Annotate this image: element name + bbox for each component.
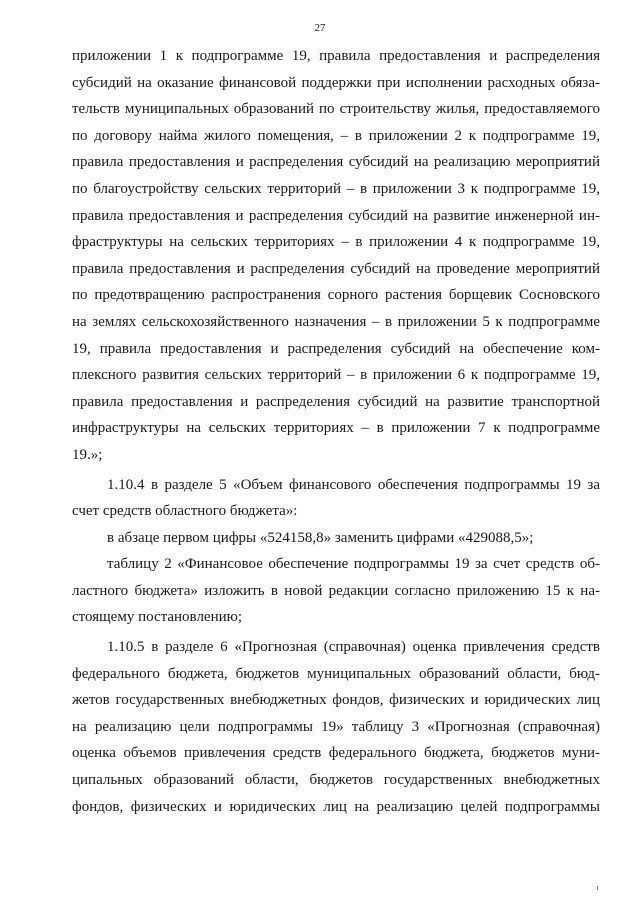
text-line: по предотвращению распространения сорного растения борщевик Сосновского — [72, 287, 600, 304]
text-line: инфраструктуры на сельских территориях – в приложении 7 к подпрограмме — [72, 420, 600, 437]
text-line: ластного бюджета» изложить в новой редакции согласно приложению 15 к на- — [72, 582, 600, 599]
text-line: правила предоставления и распределения субсидий на проведение мероприятий — [72, 260, 600, 277]
text-line: ципальных образований области, бюджетов государственных внебюджетных — [72, 772, 600, 789]
text-line: федерального бюджета, бюджетов муниципальных образований области, бюд- — [72, 665, 600, 682]
text-line: субсидий на оказание финансовой поддержки при исполнении расходных обяза- — [72, 74, 600, 91]
text-line: 19.»; — [72, 446, 103, 463]
text-line: фондов, физических и юридических лиц на реализацию целей подпрограммы — [72, 798, 600, 815]
text-line: фраструктуры на сельских территориях – в приложении 4 к подпрограмме 19, — [72, 234, 600, 251]
text-line: по договору найма жилого помещения, – в приложении 2 к подпрограмме 19, — [72, 127, 600, 144]
text-line: жетов государственных внебюджетных фондов, физических и юридических лиц — [72, 692, 600, 709]
text-line: стоящему постановлению; — [72, 609, 243, 626]
document-body — [72, 43, 600, 820]
text-line: правила предоставления и распределения субсидий на развитие инженерной ин- — [72, 207, 600, 224]
text-line: правила предоставления и распределения субсидий на развитие транспортной — [72, 393, 600, 410]
text-line: 1.10.5 в разделе 6 «Прогнозная (справочная) оценка привлечения средств — [107, 639, 600, 656]
text-line: плексного развития сельских территорий – в приложении 6 к подпрограмме 19, — [72, 367, 600, 384]
text-line: таблицу 2 «Финансовое обеспечение подпрограммы 19 за счет средств об- — [107, 556, 600, 573]
text-line: на землях сельскохозяйственного назначения – в приложении 5 к подпрограмме — [72, 313, 600, 330]
text-line: правила предоставления и распределения субсидий на реализацию мероприятий — [72, 154, 600, 171]
scan-mark — [597, 886, 598, 890]
text-line: счет средств областного бюджета»: — [72, 503, 298, 520]
text-line: по благоустройству сельских территорий – в приложении 3 к подпрограмме 19, — [72, 180, 600, 197]
page-number: 27 — [314, 22, 326, 34]
text-line: 1.10.4 в разделе 5 «Объем финансового обеспечения подпрограммы 19 за — [107, 476, 600, 493]
text-line: оценка объемов привлечения средств федерального бюджета, бюджетов муни- — [72, 745, 600, 762]
text-line: тельств муниципальных образований по строительству жилья, предоставляемого — [72, 101, 600, 118]
text-line: 19, правила предоставления и распределения субсидий на обеспечение ком- — [72, 340, 600, 357]
text-line: приложении 1 к подпрограмме 19, правила предоставления и распределения — [72, 48, 600, 64]
text-line: в абзаце первом цифры «524158,8» заменить цифрами «429088,5»; — [107, 529, 534, 546]
text-line: на реализацию цели подпрограммы 19» таблицу 3 «Прогнозная (справочная) — [72, 718, 600, 735]
